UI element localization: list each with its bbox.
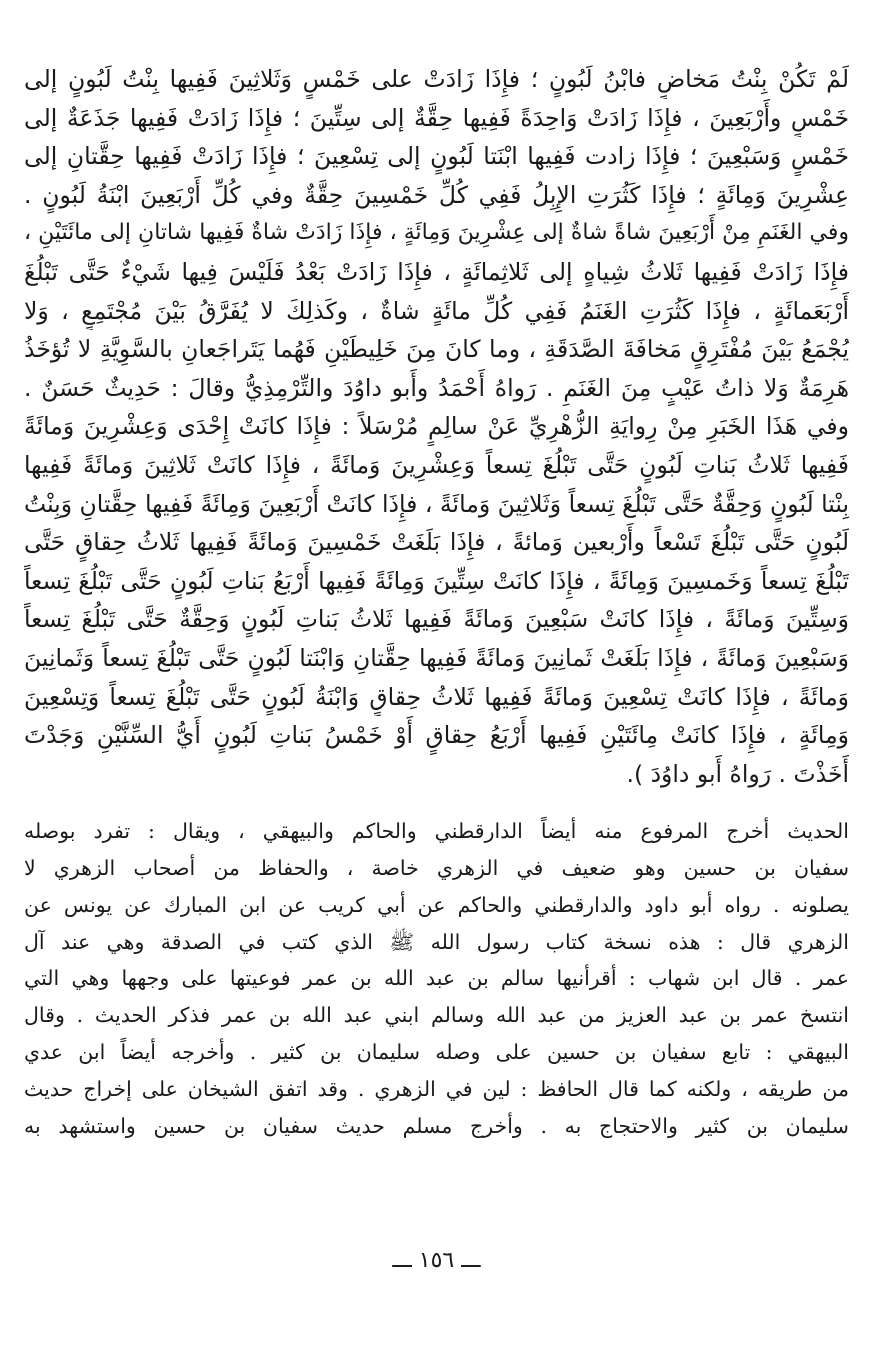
hadith-line: يُجْمَعُ بَيْنَ مُفْتَرِقٍ مَخافَةَ الصَّدَقَةِ ، وما كانَ مِنَ خَلِيطَيْنِ فَهُما يَتَراجَعانِ بالسَّوِيَّةِ لا تُؤخَذُ xyxy=(24,335,849,364)
hadith-line: خَمْسٍ وَسَبْعِينَ ؛ فإِذَا زادت فَفِيها ابْنَتا لَبُونٍ إلى تِسْعِينَ ؛ فإِذَا زَادَتْ فَفِيها حِقَّتانِ إلى xyxy=(24,142,849,171)
hadith-line: أَرْبَعَمائَةٍ ، فإِذَا كَثُرَتِ الغَنَمُ فَفِي كُلِّ مائَةٍ شاةٌ ، وكَذلِكَ لا يُفَرَّقُ بَيْنَ مُجْتَمِعٍ ، وَلا xyxy=(24,296,849,325)
hadith-line: وفي الغَنَمِ مِنْ أَرْبَعِينَ شاةً شاةٌ إلى عِشْرِينَ وَمِائَةٍ ، فإِذَا زَادَتْ شاةٌ فَفِيها شاتانِ إلى مائَتَيْنِ ، xyxy=(24,220,849,246)
commentary-line: الزهري قال : هذه نسخة كتاب رسول الله ﷺ الذي كتب في الصدقة وهي عند آل xyxy=(24,929,849,954)
hadith-line: وَمِائَةٍ ، فإِذَا كانَتْ مِائَتَيْنِ فَفِيها أَرْبَعُ حِقاقٍ أَوْ خَمْسُ بَناتِ لَبُونٍ أَيُّ السِّنَّيْنِ وَجَدْتَ xyxy=(24,721,849,750)
hadith-text xyxy=(24,60,849,793)
commentary-line: سفيان بن حسين وهو ضعيف في الزهري خاصة ، والحفاظ من أصحاب الزهري لا xyxy=(24,856,849,881)
page-number: ـــ ١٥٦ ـــ xyxy=(392,1248,481,1273)
commentary-line: يصلونه . رواه أبو داود والدارقطني والحاكم عن أبي كريب عن ابن المبارك عن يونس عن xyxy=(24,892,849,917)
hadith-line: لَبُونٍ حَتَّى تَبْلُغَ تَسْعاً وأَرْبعين وَمائةً ، فإِذَا بَلَغَتْ خَمْسِينَ وَمائَةً فَفِيها ثَلاثُ حِقاقٍ حَتَّى xyxy=(24,528,849,557)
hadith-line: فإِذَا زَادَتْ فَفِيها ثَلاثُ شِياهٍ إلى ثَلاثِمائَةٍ ، فإِذَا زَادَتْ بَعْدُ فَلَيْسَ فِيها شَيْءٌ حَتَّى تَبْلُغَ xyxy=(24,257,849,286)
hadith-line: لَمْ تَكُنْ بِنْتُ مَخاضٍ فابْنُ لَبُونٍ ؛ فإِذَا زَادَتْ على خَمْسٍ وَثَلاثِينَ فَفِيها بِنْتُ لَبُونٍ إلى xyxy=(24,65,849,93)
hadith-line: هَرِمَةٌ وَلا ذاتُ عَيْبٍ مِنَ الغَنَمِ . رَواهُ أَحْمَدُ وأَبو داوُدَ والتِّرْمِذِيُّ وقالَ : حَدِيثٌ حَسَنٌ . xyxy=(24,373,849,402)
commentary-line: الحديث أخرج المرفوع منه أيضاً الدارقطني والحاكم والبيهقي ، ويقال : تفرد بوصله xyxy=(24,819,849,844)
hadith-line: تَبْلُغَ تِسعاً وَخَمسِينَ وَمِائَةً ، فإِذَا كانَتْ سِتِّينَ وَمِائَةً فَفِيها أَرْبَعُ بَناتِ لَبُونٍ حَتَّى تَبْلُغَ تِسعاً xyxy=(24,566,849,595)
hadith-line: خَمْسٍ وأَرْبَعِينَ ، فإِذَا زَادَتْ وَاحِدَةً فَفِيها حِقَّةٌ إلى سِتِّينَ ؛ فإِذَا زَادَتْ فَفِيها جَذَعَةٌ إلى xyxy=(24,103,849,132)
hadith-line: عِشْرِينَ وَمِائَةٍ ؛ فإِذَا كَثُرَتِ الإِبِلُ فَفِي كُلِّ خَمْسِينَ حِقَّةٌ وفي كُلِّ أَرْبَعِينَ ابْنَةُ لَبُونٍ . xyxy=(24,180,849,209)
hadith-line: وَسَبْعِينَ وَمائَةً ، فإِذَا بَلَغَتْ ثَمانِينَ وَمائَةً فَفِيها حِقَّتانِ وَابْنَتا لَبُونٍ حَتَّى تَبْلُغَ تِسعاً وَثَمانِينَ xyxy=(24,643,849,672)
commentary-line: البيهقي : تابع سفيان بن حسين على وصله سليمان بن كثير . وأخرجه أيضاً ابن عدي xyxy=(24,1040,849,1065)
hadith-line: بِنْتا لَبُونٍ وَحِقَّةٌ حَتَّى تَبْلُغَ تِسعاً وَثَلاثِينَ وَمائَةً ، فإِذَا كانَتْ أَرْبَعِينَ وَمِائَةً فَفِيها حِقَّتانِ وَبِنْتُ xyxy=(24,489,849,518)
hadith-line: أَخَذْتَ . رَواهُ أَبو داوُدَ ). xyxy=(626,759,849,788)
commentary-line: انتسخ عمر بن عبد العزيز من عبد الله وسالم ابني عبد الله بن عمر فذكر الحديث . وقال xyxy=(24,1003,849,1028)
hadith-line: وَمائَةً ، فإِذَا كانَتْ تِسْعِينَ وَمائَةً فَفِيها ثَلاثُ حِقاقٍ وَابْنَةُ لَبُونٍ حَتَّى تَبْلُغَ تِسعاً وَتِسْعِينَ xyxy=(24,682,849,711)
hadith-line: فَفِيها ثَلاثُ بَناتِ لَبُونٍ حَتَّى تَبْلُغَ تِسعاً وَعِشْرِينَ وَمائَةً ، فإِذَا كانَتْ ثَلاثِينَ وَمائَةً فَفِيها xyxy=(24,450,849,479)
commentary-line: سليمان بن كثير والاحتجاج به . وأخرج مسلم حديث سفيان بن حسين واستشهد به xyxy=(24,1113,849,1138)
commentary-line: عمر . قال ابن شهاب : أقرأنيها سالم بن عبد الله بن عمر فوعيتها على وجهها وهي التي xyxy=(24,966,849,991)
hadith-line: وفي هَذَا الخَبَرِ مِنْ رِوايَةِ الزُّهْرِيِّ عَنْ سالِمٍ مُرْسَلاً : فإِذَا كانَتْ إِحْدَى وَعِشْرِينَ وَمائَةً xyxy=(24,412,849,441)
commentary-line: من طريقه ، ولكنه كما قال الحافظ : لين في الزهري . وقد اتفق الشيخان على إخراج حديث xyxy=(24,1076,849,1101)
hadith-line: وَسِتِّينَ وَمائَةً ، فإِذَا كانَتْ سَبْعِينَ وَمائَةً فَفِيها ثَلاثُ بَناتِ لَبُونٍ وَحِقَّةٌ حَتَّى تَبْلُغَ تِسعاً xyxy=(24,605,849,634)
commentary-text xyxy=(24,813,849,1144)
